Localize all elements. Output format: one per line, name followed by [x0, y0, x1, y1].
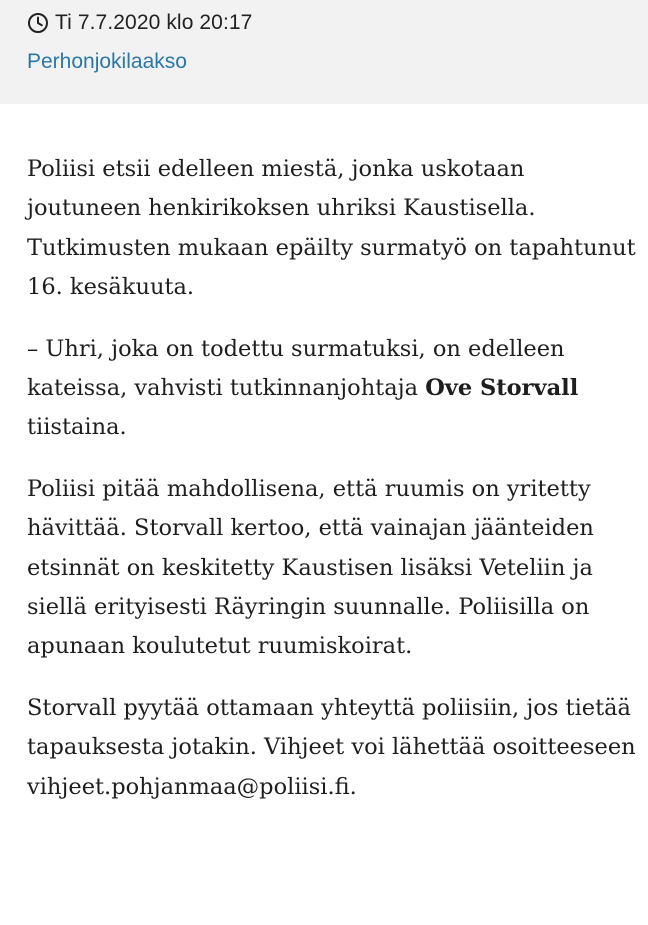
article-paragraph-4: Storvall pyytää ottamaan yhteyttä poliisiin, jos tietää tapauksesta jotakin. Vihjeet voi lähettää osoitteeseen vihjeet.pohjanmaa@poliisi.fi. [27, 694, 636, 800]
article-paragraph-2 [27, 330, 637, 448]
article-body [27, 150, 637, 829]
article-paragraph-1: Poliisi etsii edelleen miestä, jonka uskotaan joutuneen henkirikoksen uhriksi Kaustisella. Tutkimusten mukaan epäilty surmatyö on tapahtunut 16. kesäkuuta. [27, 156, 636, 301]
category-link[interactable]: Perhonjokilaakso [27, 50, 187, 73]
quote-text: – Uhri, joka on todettu surmatuksi, on edelleen kateissa, vahvisti tutkinnanjohtaja [27, 335, 565, 402]
timestamp-row [27, 8, 252, 38]
article-paragraph-3: Poliisi pitää mahdollisena, että ruumis on yritetty hävittää. Storvall kertoo, että vainajan jäänteiden etsinnät on keskitetty Kaustisen lisäksi Veteliin ja siellä erityisesti Räyringin suunnalle. Poliisilla on apunaan koulutetut ruumiskoirat. [27, 475, 594, 660]
quote-attribution-tail: tiistaina. [27, 414, 127, 441]
clock-icon [27, 12, 49, 34]
publish-timestamp: Ti 7.7.2020 klo 20:17 [55, 11, 253, 34]
article-meta-bar [0, 0, 648, 104]
person-name: Ove Storvall [425, 375, 579, 402]
